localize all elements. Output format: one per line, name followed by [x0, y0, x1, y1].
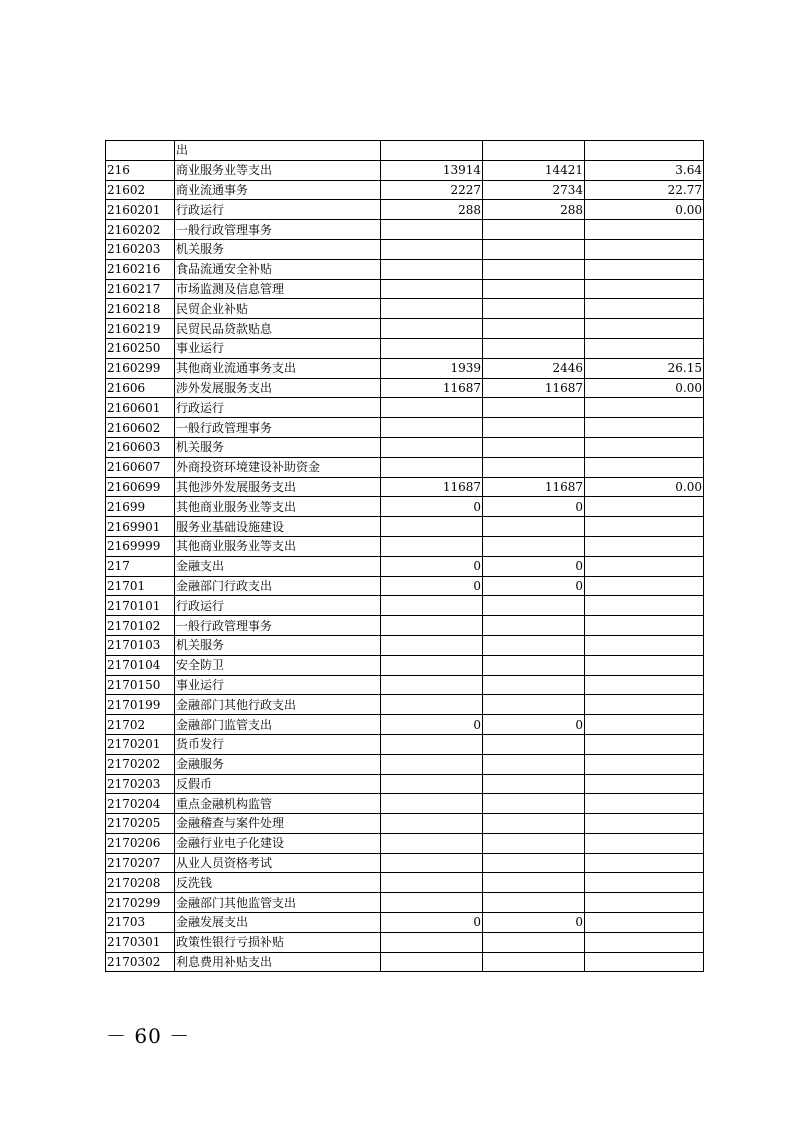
row-value-1: 2227	[381, 180, 483, 200]
row-value-2	[483, 932, 585, 952]
row-growth-rate: 22.77	[585, 180, 704, 200]
row-item-name: 出	[175, 141, 381, 161]
row-code: 21701	[106, 576, 175, 596]
table-row	[106, 833, 704, 853]
row-code: 2170301	[106, 932, 175, 952]
table-row	[106, 655, 704, 675]
row-value-1	[381, 814, 483, 834]
row-code: 21703	[106, 913, 175, 933]
row-item-name: 行政运行	[175, 398, 381, 418]
row-item-name: 食品流通安全补贴	[175, 259, 381, 279]
row-value-1	[381, 279, 483, 299]
row-value-2: 0	[483, 576, 585, 596]
table-row	[106, 180, 704, 200]
row-value-1	[381, 299, 483, 319]
row-item-name: 金融稽查与案件处理	[175, 814, 381, 834]
row-item-name: 其他商业流通事务支出	[175, 358, 381, 378]
row-value-2	[483, 596, 585, 616]
row-growth-rate	[585, 517, 704, 537]
table-row	[106, 556, 704, 576]
row-code: 2170204	[106, 794, 175, 814]
row-growth-rate	[585, 457, 704, 477]
table-row	[106, 239, 704, 259]
row-growth-rate	[585, 239, 704, 259]
table-row	[106, 932, 704, 952]
row-growth-rate	[585, 675, 704, 695]
row-growth-rate	[585, 279, 704, 299]
row-item-name: 货币发行	[175, 734, 381, 754]
table-row	[106, 616, 704, 636]
table-row	[106, 814, 704, 834]
row-value-1	[381, 616, 483, 636]
row-code: 2170207	[106, 853, 175, 873]
row-code: 2160299	[106, 358, 175, 378]
row-value-2	[483, 239, 585, 259]
table-row	[106, 319, 704, 339]
row-value-1	[381, 774, 483, 794]
row-growth-rate	[585, 734, 704, 754]
row-code: 2160202	[106, 220, 175, 240]
row-growth-rate	[585, 576, 704, 596]
row-growth-rate: 0.00	[585, 200, 704, 220]
row-item-name: 事业运行	[175, 338, 381, 358]
row-value-1: 0	[381, 913, 483, 933]
row-value-1	[381, 536, 483, 556]
row-item-name: 金融部门行政支出	[175, 576, 381, 596]
row-value-2: 0	[483, 556, 585, 576]
row-code: 2160602	[106, 418, 175, 438]
table-row	[106, 200, 704, 220]
table-row	[106, 220, 704, 240]
row-code: 2169999	[106, 536, 175, 556]
row-code: 2170150	[106, 675, 175, 695]
table-body	[106, 141, 704, 972]
row-item-name: 涉外发展服务支出	[175, 378, 381, 398]
row-value-2	[483, 437, 585, 457]
table-row	[106, 141, 704, 161]
row-item-name: 事业运行	[175, 675, 381, 695]
table-row	[106, 774, 704, 794]
row-growth-rate	[585, 556, 704, 576]
row-value-1	[381, 932, 483, 952]
row-growth-rate	[585, 913, 704, 933]
row-growth-rate	[585, 873, 704, 893]
row-item-name: 民贸企业补贴	[175, 299, 381, 319]
row-growth-rate	[585, 338, 704, 358]
row-growth-rate: 0.00	[585, 477, 704, 497]
row-code: 2160216	[106, 259, 175, 279]
row-code: 2169901	[106, 517, 175, 537]
row-code: 217	[106, 556, 175, 576]
row-growth-rate: 0.00	[585, 378, 704, 398]
row-code: 2160699	[106, 477, 175, 497]
row-item-name: 金融服务	[175, 754, 381, 774]
table-row	[106, 338, 704, 358]
row-value-2	[483, 794, 585, 814]
row-value-1	[381, 833, 483, 853]
row-value-2: 0	[483, 913, 585, 933]
row-growth-rate	[585, 754, 704, 774]
row-value-1: 13914	[381, 160, 483, 180]
row-value-2	[483, 833, 585, 853]
row-growth-rate: 3.64	[585, 160, 704, 180]
row-code: 2170103	[106, 635, 175, 655]
row-item-name: 市场监测及信息管理	[175, 279, 381, 299]
row-code: 2170205	[106, 814, 175, 834]
row-value-2	[483, 814, 585, 834]
table-row	[106, 675, 704, 695]
row-item-name: 利息费用补贴支出	[175, 952, 381, 972]
row-item-name: 金融发展支出	[175, 913, 381, 933]
row-value-2	[483, 259, 585, 279]
row-growth-rate	[585, 893, 704, 913]
row-item-name: 金融部门监管支出	[175, 715, 381, 735]
row-value-2	[483, 338, 585, 358]
row-growth-rate	[585, 398, 704, 418]
row-growth-rate	[585, 141, 704, 161]
table-row	[106, 754, 704, 774]
row-item-name: 金融行业电子化建设	[175, 833, 381, 853]
row-value-2	[483, 734, 585, 754]
row-code: 2160218	[106, 299, 175, 319]
row-value-2	[483, 457, 585, 477]
row-item-name: 外商投资环境建设补助资金	[175, 457, 381, 477]
row-code: 2160203	[106, 239, 175, 259]
row-value-1	[381, 695, 483, 715]
row-value-1	[381, 141, 483, 161]
row-value-1	[381, 457, 483, 477]
row-growth-rate	[585, 932, 704, 952]
row-item-name: 其他商业服务业等支出	[175, 497, 381, 517]
row-code: 2170101	[106, 596, 175, 616]
row-value-1	[381, 952, 483, 972]
row-growth-rate	[585, 774, 704, 794]
page-number: － 60 －	[106, 1024, 191, 1048]
row-value-2: 0	[483, 715, 585, 735]
row-value-1: 0	[381, 497, 483, 517]
row-item-name: 其他涉外发展服务支出	[175, 477, 381, 497]
row-code: 2170202	[106, 754, 175, 774]
row-growth-rate	[585, 437, 704, 457]
row-code: 2160201	[106, 200, 175, 220]
row-item-name: 金融部门其他监管支出	[175, 893, 381, 913]
table-row	[106, 259, 704, 279]
row-value-2	[483, 952, 585, 972]
table-row	[106, 457, 704, 477]
row-growth-rate	[585, 695, 704, 715]
row-value-1	[381, 635, 483, 655]
table-row	[106, 794, 704, 814]
table-row	[106, 893, 704, 913]
table-row	[106, 853, 704, 873]
row-value-2	[483, 616, 585, 636]
row-value-2	[483, 873, 585, 893]
row-value-2	[483, 774, 585, 794]
row-item-name: 行政运行	[175, 200, 381, 220]
row-code: 2170302	[106, 952, 175, 972]
row-item-name: 金融部门其他行政支出	[175, 695, 381, 715]
row-growth-rate	[585, 952, 704, 972]
row-value-1	[381, 794, 483, 814]
table-row	[106, 418, 704, 438]
row-value-2: 2446	[483, 358, 585, 378]
row-value-2	[483, 418, 585, 438]
row-code: 2170206	[106, 833, 175, 853]
row-item-name: 行政运行	[175, 596, 381, 616]
table-row	[106, 576, 704, 596]
row-item-name: 一般行政管理事务	[175, 616, 381, 636]
row-growth-rate	[585, 220, 704, 240]
row-code: 21602	[106, 180, 175, 200]
row-code: 2170299	[106, 893, 175, 913]
row-value-1: 0	[381, 576, 483, 596]
row-growth-rate	[585, 259, 704, 279]
row-value-2: 11687	[483, 378, 585, 398]
row-item-name: 从业人员资格考试	[175, 853, 381, 873]
row-value-1	[381, 338, 483, 358]
row-value-1	[381, 873, 483, 893]
row-growth-rate	[585, 655, 704, 675]
row-value-1	[381, 398, 483, 418]
row-value-2: 0	[483, 497, 585, 517]
row-code: 2160601	[106, 398, 175, 418]
row-item-name: 反洗钱	[175, 873, 381, 893]
table-row	[106, 517, 704, 537]
table-row	[106, 497, 704, 517]
row-value-1	[381, 239, 483, 259]
row-growth-rate	[585, 418, 704, 438]
row-value-1: 0	[381, 715, 483, 735]
row-item-name: 政策性银行亏损补贴	[175, 932, 381, 952]
table-row	[106, 279, 704, 299]
row-item-name: 重点金融机构监管	[175, 794, 381, 814]
row-item-name: 商业服务业等支出	[175, 160, 381, 180]
row-item-name: 一般行政管理事务	[175, 220, 381, 240]
row-value-2	[483, 635, 585, 655]
table-row	[106, 873, 704, 893]
row-growth-rate	[585, 536, 704, 556]
row-code: 2170201	[106, 734, 175, 754]
row-value-2	[483, 675, 585, 695]
row-item-name: 一般行政管理事务	[175, 418, 381, 438]
table-row	[106, 477, 704, 497]
row-code: 2160219	[106, 319, 175, 339]
table-row	[106, 715, 704, 735]
table-row	[106, 734, 704, 754]
row-item-name: 安全防卫	[175, 655, 381, 675]
row-code: 2170199	[106, 695, 175, 715]
row-code: 2170208	[106, 873, 175, 893]
table-row	[106, 299, 704, 319]
row-item-name: 机关服务	[175, 437, 381, 457]
table-row	[106, 536, 704, 556]
row-item-name: 金融支出	[175, 556, 381, 576]
row-growth-rate	[585, 853, 704, 873]
row-value-2	[483, 398, 585, 418]
row-value-2	[483, 220, 585, 240]
row-code: 2170203	[106, 774, 175, 794]
row-value-1: 11687	[381, 378, 483, 398]
row-value-1: 288	[381, 200, 483, 220]
row-value-2: 2734	[483, 180, 585, 200]
table-row	[106, 437, 704, 457]
row-value-2	[483, 853, 585, 873]
row-item-name: 商业流通事务	[175, 180, 381, 200]
row-item-name: 民贸民品贷款贴息	[175, 319, 381, 339]
row-code: 2160250	[106, 338, 175, 358]
row-value-1	[381, 596, 483, 616]
table-row	[106, 398, 704, 418]
row-value-1: 11687	[381, 477, 483, 497]
table-row	[106, 635, 704, 655]
row-item-name: 其他商业服务业等支出	[175, 536, 381, 556]
row-code: 2160217	[106, 279, 175, 299]
row-item-name: 机关服务	[175, 635, 381, 655]
row-value-1	[381, 517, 483, 537]
table-row	[106, 952, 704, 972]
table-row	[106, 358, 704, 378]
row-value-1	[381, 437, 483, 457]
row-growth-rate	[585, 715, 704, 735]
row-value-1	[381, 893, 483, 913]
row-value-1	[381, 259, 483, 279]
row-value-2: 11687	[483, 477, 585, 497]
row-value-1	[381, 418, 483, 438]
table-row	[106, 695, 704, 715]
row-value-2	[483, 319, 585, 339]
row-code: 2160603	[106, 437, 175, 457]
row-value-2	[483, 695, 585, 715]
row-value-1: 0	[381, 556, 483, 576]
row-value-1	[381, 734, 483, 754]
row-value-2	[483, 754, 585, 774]
row-growth-rate	[585, 833, 704, 853]
row-growth-rate	[585, 596, 704, 616]
row-item-name: 服务业基础设施建设	[175, 517, 381, 537]
row-value-1	[381, 220, 483, 240]
row-growth-rate	[585, 794, 704, 814]
row-value-1	[381, 675, 483, 695]
row-item-name: 反假币	[175, 774, 381, 794]
row-value-2	[483, 517, 585, 537]
row-growth-rate	[585, 814, 704, 834]
row-growth-rate	[585, 319, 704, 339]
row-growth-rate: 26.15	[585, 358, 704, 378]
row-value-2	[483, 279, 585, 299]
row-value-1	[381, 853, 483, 873]
row-value-2	[483, 536, 585, 556]
row-growth-rate	[585, 299, 704, 319]
budget-expenditure-table	[105, 140, 704, 972]
row-item-name: 机关服务	[175, 239, 381, 259]
row-code	[106, 141, 175, 161]
table-row	[106, 596, 704, 616]
row-code: 21699	[106, 497, 175, 517]
row-value-2: 288	[483, 200, 585, 220]
row-value-2	[483, 141, 585, 161]
table-row	[106, 378, 704, 398]
row-value-1	[381, 319, 483, 339]
row-growth-rate	[585, 616, 704, 636]
row-code: 21606	[106, 378, 175, 398]
row-code: 2170102	[106, 616, 175, 636]
row-value-2	[483, 893, 585, 913]
row-code: 2170104	[106, 655, 175, 675]
row-code: 21702	[106, 715, 175, 735]
row-value-2	[483, 655, 585, 675]
row-value-1	[381, 754, 483, 774]
row-code: 216	[106, 160, 175, 180]
table-row	[106, 913, 704, 933]
row-growth-rate	[585, 635, 704, 655]
row-value-2: 14421	[483, 160, 585, 180]
row-code: 2160607	[106, 457, 175, 477]
row-value-1: 1939	[381, 358, 483, 378]
row-value-2	[483, 299, 585, 319]
row-value-1	[381, 655, 483, 675]
row-growth-rate	[585, 497, 704, 517]
table-row	[106, 160, 704, 180]
